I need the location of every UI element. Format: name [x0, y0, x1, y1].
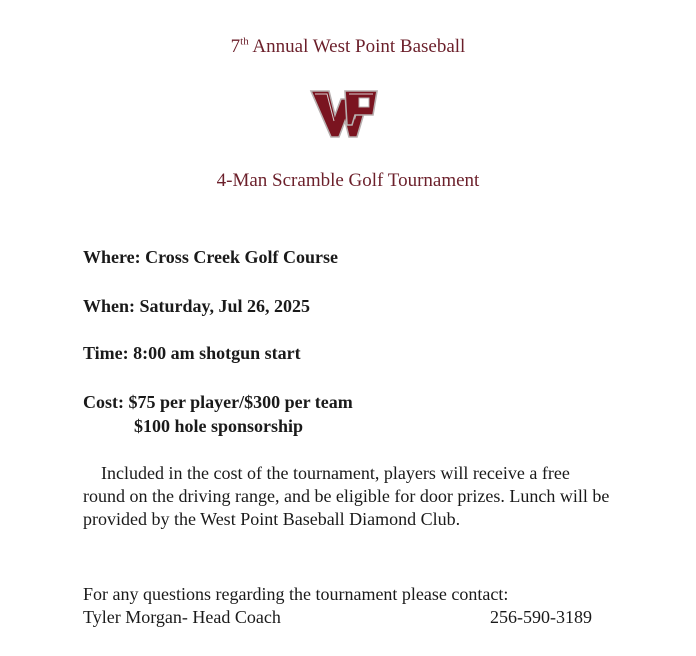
- where-detail: Where: Cross Creek Golf Course: [83, 247, 338, 267]
- contact-name: Tyler Morgan- Head Coach: [83, 607, 281, 627]
- title-text: Annual West Point Baseball: [248, 36, 466, 57]
- wp-logo-icon: [309, 85, 381, 141]
- info-paragraph-text: Included in the cost of the tournament, players will receive a free round on the driving range, and be eligible for door prizes. Lunch will be provided by the West Point Baseball Diamond Club.: [83, 463, 610, 529]
- cost-detail: Cost: $75 per player/$300 per team: [83, 392, 353, 412]
- title-ordinal-suffix: th: [240, 35, 249, 48]
- contact-phone: 256-590-3189: [490, 607, 592, 627]
- when-detail: When: Saturday, Jul 26, 2025: [83, 296, 311, 316]
- title-ordinal-number: 7: [230, 36, 241, 57]
- contact-prompt: For any questions regarding the tournament please contact:: [83, 584, 509, 604]
- event-subtitle: 4-Man Scramble Golf Tournament: [216, 170, 480, 191]
- sponsorship-detail: $100 hole sponsorship: [134, 416, 304, 436]
- event-title: [0, 36, 696, 58]
- info-paragraph: [83, 462, 613, 531]
- time-detail: Time: 8:00 am shotgun start: [83, 343, 301, 363]
